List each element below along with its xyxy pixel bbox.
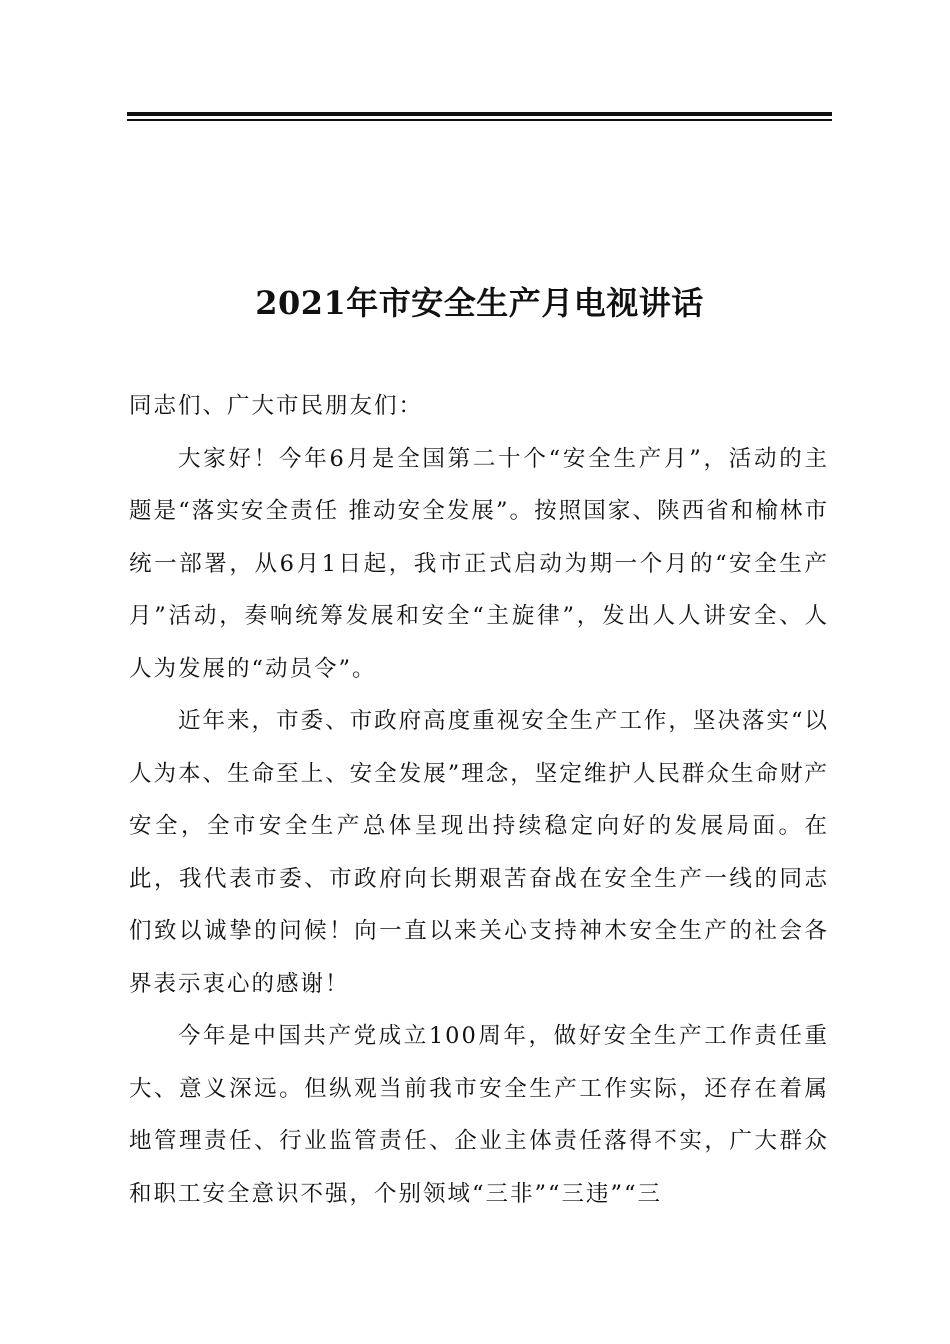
header-rule-thick [127,112,832,116]
salutation: 同志们、广大市民朋友们： [129,393,424,419]
document-title: 2021年市安全生产月电视讲话 [255,284,704,322]
paragraph-1: 大家好！今年6月是全国第二十个“安全生产月”，活动的主题是“落实安全责任 推动安全发展”。按照国家、陕西省和榆林市统一部署，从6月1日起，我市正式启动为期一个月的“安全生产月”活动，奏响统筹发展和安全“主旋律”，发出人人讲安全、人人为发展的“动员令”。 [129,445,829,682]
paragraph-3: 今年是中国共产党成立100周年，做好安全生产工作责任重大、意义深远。但纵观当前我市安全生产工作实际，还存在着属地管理责任、行业监管责任、企业主体责任落得不实，广大群众和职工安全意识不强，个别领域“三非”“三违”“三 [129,1023,829,1207]
header-rule-thin [127,119,832,121]
document-body [129,380,829,1220]
paragraph-2: 近年来，市委、市政府高度重视安全生产工作，坚决落实“以人为本、生命至上、安全发展”理念，坚定维护人民群众生命财产安全，全市安全生产总体呈现出持续稳定向好的发展局面。在此，我代表市委、市政府向长期艰苦奋战在安全生产一线的同志们致以诚挚的问候！向一直以来关心支持神木安全生产的社会各界表示衷心的感谢！ [129,708,829,997]
